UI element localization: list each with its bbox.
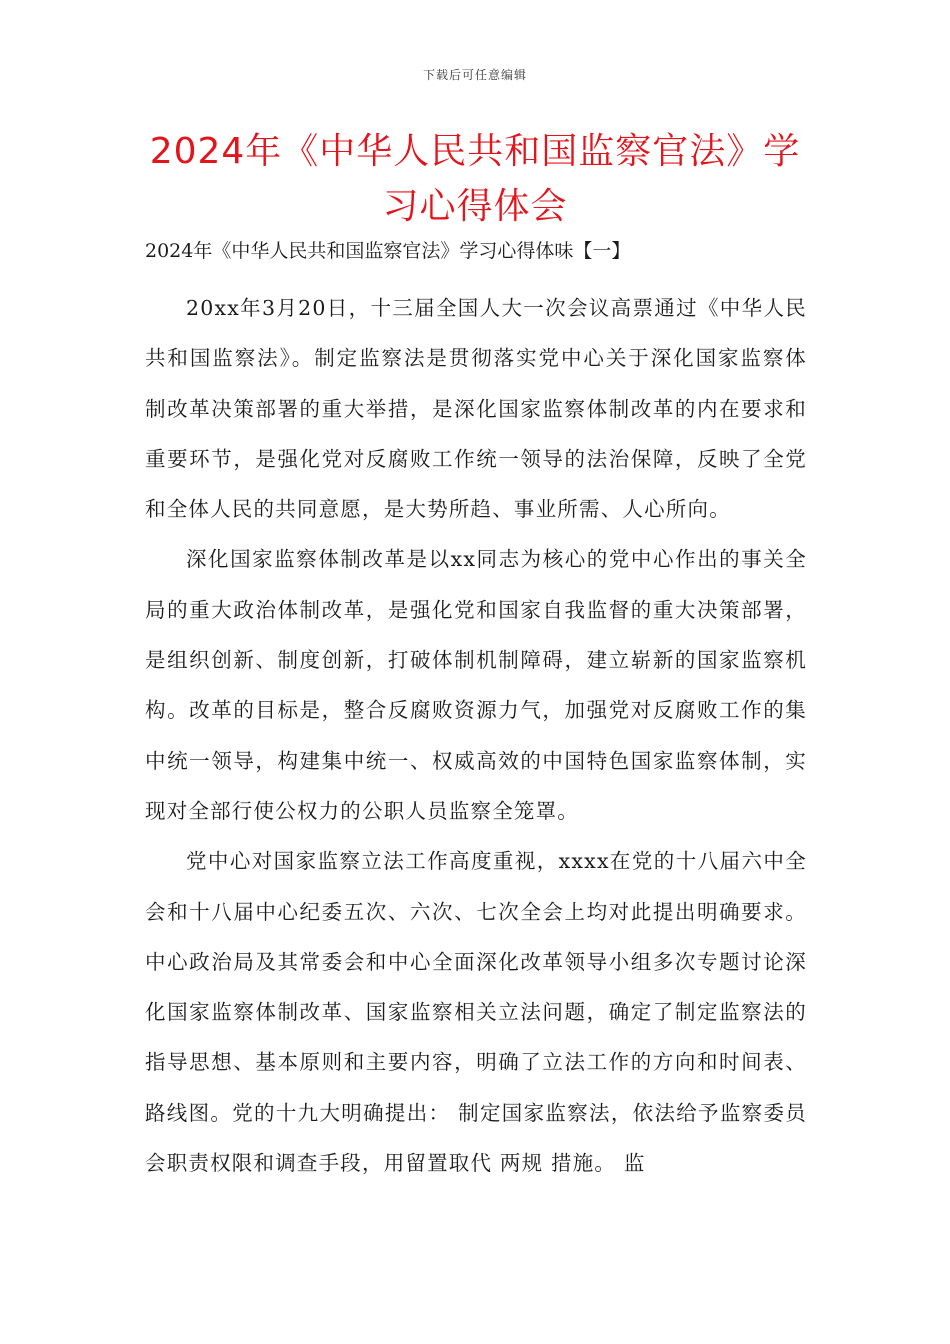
paragraph-2: 深化国家监察体制改革是以xx同志为核心的党中心作出的事关全局的重大政治体制改革，是强化党和国家自我监督的重大决策部署，是组织创新、制度创新，打破体制机制障碍，建立崭新的国家监察机构。改革的目标是，整合反腐败资源力气，加强党对反腐败工作的集中统一领导，构建集中统一、权威高效的中国特色国家监察体制，实现对全部行使公权力的公职人员监察全笼罩。 (145, 547, 807, 823)
document-body (145, 283, 807, 1188)
header-note: 下载后可任意编辑 (422, 68, 527, 82)
document-title: 2024年《中华人民共和国监察官法》学习心得体会 (149, 131, 801, 227)
paragraph-1: 20xx年3月20日，十三届全国人大一次会议高票通过《中华人民共和国监察法》。制定监察法是贯彻落实党中心关于深化国家监察体制改革决策部署的重大举措，是深化国家监察体制改革的内在要求和重要环节，是强化党对反腐败工作统一领导的法治保障，反映了全党和全体人民的共同意愿，是大势所趋、事业所需、人心所向。 (145, 296, 807, 522)
document-subtitle: 2024年《中华人民共和国监察官法》学习心得体味【一】 (145, 240, 631, 262)
paragraph-3: 党中心对国家监察立法工作高度重视，xxxx在党的十八届六中全会和十八届中心纪委五次、六次、七次全会上均对此提出明确要求。中心政治局及其常委会和中心全面深化改革领导小组多次专题讨论深化国家监察体制改革、国家监察相关立法问题，确定了制定监察法的指导思想、基本原则和主要内容，明确了立法工作的方向和时间表、路线图。党的十九大明确提出： 制定国家监察法，依法给予监察委员会职责权限和调查手段，用留置取代 两规 措施。 监 (145, 849, 807, 1176)
